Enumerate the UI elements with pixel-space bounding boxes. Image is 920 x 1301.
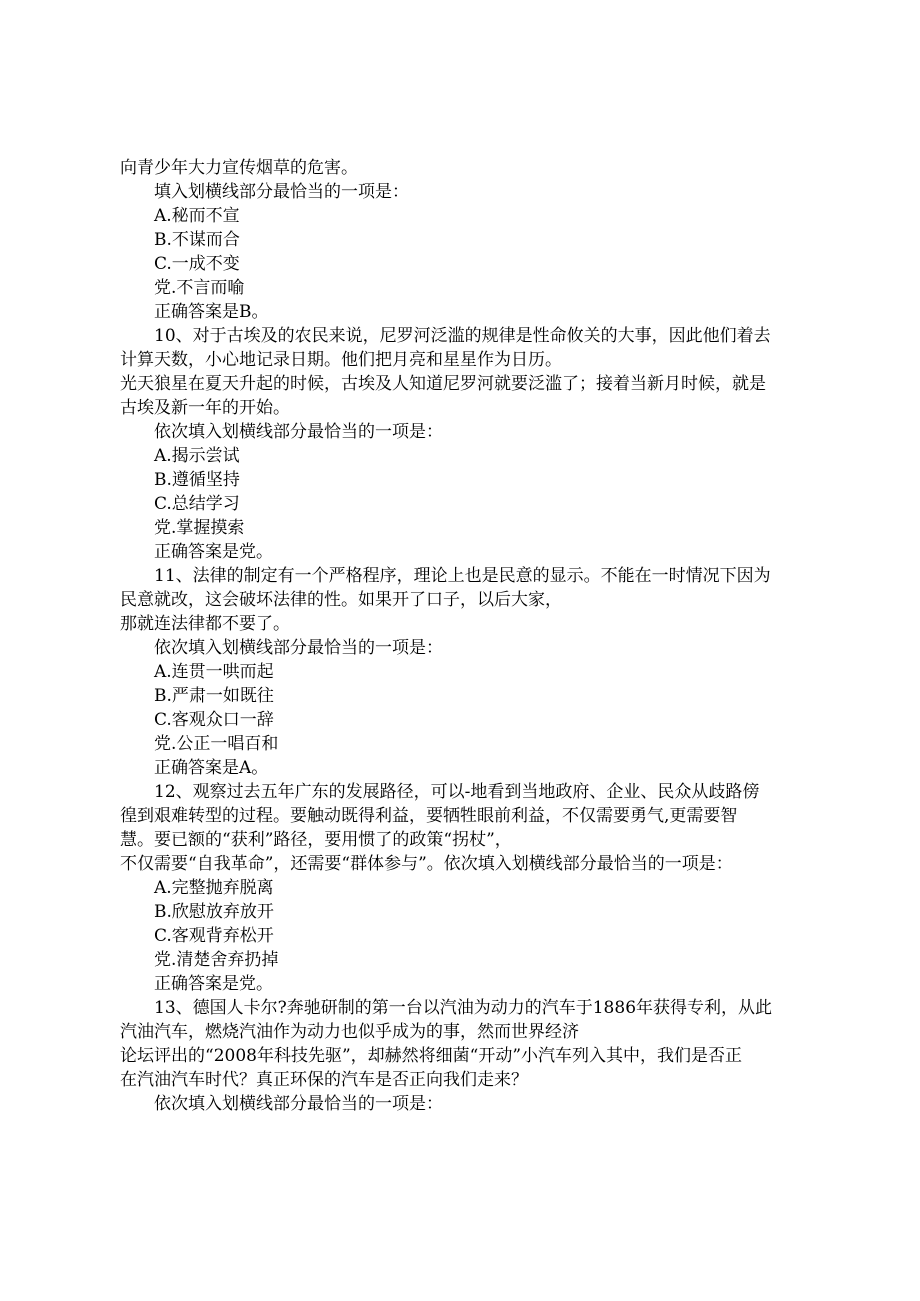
text-line: 正确答案是党。 — [154, 542, 273, 562]
text-line: 古埃及新一年的开始。 — [120, 398, 290, 418]
text-line: A.揭示尝试 — [154, 446, 240, 466]
text-line: 在汽油汽车时代？真正环保的汽车是否正向我们走来？ — [120, 1070, 528, 1090]
text-line: 慧。要已额的“获利”路径，要用惯了的政策“拐杖”， — [120, 830, 512, 850]
text-line: 民意就改，这会破坏法律的性。如果开了口子，以后大家， — [120, 590, 562, 610]
text-line: 依次填入划横线部分最恰当的一项是： — [154, 638, 443, 658]
text-line: 计算天数，小心地记录日期。他们把月亮和星星作为日历。 — [120, 350, 562, 370]
text-line: 党.掌握摸索 — [154, 518, 245, 538]
text-line: A.完整抛弃脱离 — [154, 878, 274, 898]
text-line: C.客观背弃松开 — [154, 926, 274, 946]
text-line: 党.公正一唱百和 — [154, 734, 279, 754]
text-line: 13、德国人卡尔?奔驰研制的第一台以汽油为动力的汽车于1886年获得专利，从此 — [154, 998, 773, 1018]
text-line: C.客观众口一辞 — [154, 710, 274, 730]
document-page — [120, 156, 830, 1116]
text-line: 向青少年大力宣传烟草的危害。 — [120, 158, 358, 178]
text-line: 正确答案是党。 — [154, 974, 273, 994]
text-line: 正确答案是A。 — [154, 758, 269, 778]
text-line: 12、观察过去五年广东的发展路径，可以-地看到当地政府、企业、民众从歧路傍 — [154, 782, 760, 802]
text-line: 论坛评出的“2008年科技先驱”，却赫然将细菌“开动”小汽车列入其中，我们是否正 — [120, 1046, 743, 1066]
text-line: 依次填入划横线部分最恰当的一项是： — [154, 1094, 443, 1114]
text-line: 徨到艰难转型的过程。要触动既得利益，要牺牲眼前利益，不仅需要勇气,更需要智 — [120, 806, 738, 826]
text-line: 依次填入划横线部分最恰当的一项是： — [154, 422, 443, 442]
text-line: B.欣慰放弃放开 — [154, 902, 274, 922]
text-line: 不仅需要“自我革命”，还需要“群体参与”。依次填入划横线部分最恰当的一项是： — [120, 854, 733, 874]
text-line: A.连贯一哄而起 — [154, 662, 274, 682]
text-line: 填入划横线部分最恰当的一项是： — [154, 182, 409, 202]
text-line: B.严肃一如既往 — [154, 686, 274, 706]
text-line: 党.清楚舍弃扔掉 — [154, 950, 279, 970]
text-line: 正确答案是B。 — [154, 302, 269, 322]
text-line: 那就连法律都不要了。 — [120, 614, 290, 634]
text-line: C.总结学习 — [154, 494, 240, 514]
text-line: C.一成不变 — [154, 254, 240, 274]
text-line: 11、法律的制定有一个严格程序，理论上也是民意的显示。不能在一时情况下因为 — [154, 566, 771, 586]
text-line: 光天狼星在夏天升起的时候，古埃及人知道尼罗河就要泛滥了；接着当新月时候，就是 — [120, 374, 766, 394]
text-line: 汽油汽车，燃烧汽油作为动力也似乎成为的事，然而世界经济 — [120, 1022, 579, 1042]
text-line: 党.不言而喻 — [154, 278, 245, 298]
text-line: 10、对于古埃及的农民来说，尼罗河泛滥的规律是性命攸关的大事，因此他们着去 — [154, 326, 771, 346]
text-line: B.遵循坚持 — [154, 470, 240, 490]
text-line: A.秘而不宣 — [154, 206, 240, 226]
text-line: B.不谋而合 — [154, 230, 240, 250]
